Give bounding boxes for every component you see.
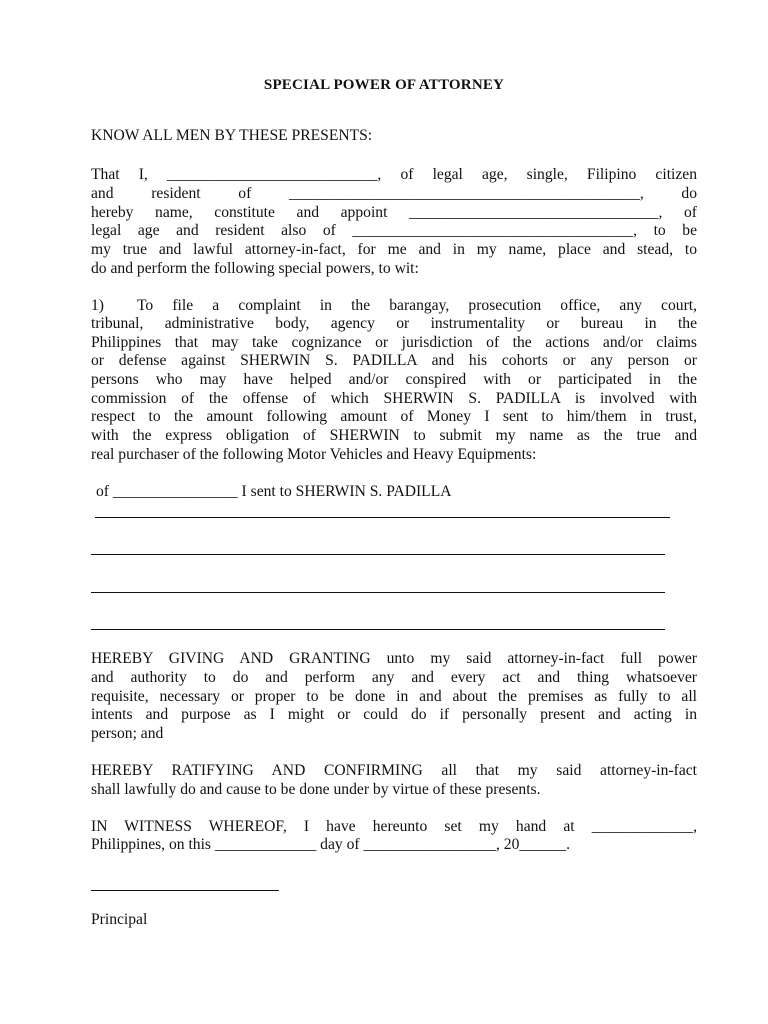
item1-line: real purchaser of the following Motor Vehicles and Heavy Equipments: [91, 446, 537, 463]
item1-line: tribunal, administrative body, agency or instrumentality or bureau in the [91, 315, 697, 332]
item1-first-line [91, 297, 697, 315]
para1-line: my true and lawful attorney-in-fact, for me and in my name, place and stead, to [91, 241, 697, 258]
item1-line: persons who may have helped and/or conspired with or participated in the [91, 371, 697, 388]
item1-line: Philippines that may take cognizance or jurisdiction of the actions and/or claims [91, 334, 697, 351]
giving-line: HEREBY GIVING AND GRANTING unto my said attorney-in-fact full power [91, 650, 697, 667]
document-title: SPECIAL POWER OF ATTORNEY [263, 77, 505, 93]
item1-line: commission of the offense of which SHERWIN S. PADILLA is involved with [91, 390, 697, 407]
giving-line: and authority to do and perform any and every act and thing whatsoever [91, 669, 697, 686]
witness-line: Philippines, on this _____________ day of _________________, 20______. [91, 836, 571, 853]
para1-line: and resident of _____________________________________________, do [91, 185, 697, 202]
giving-line: requisite, necessary or proper to be done in and about the premises as fully to all [91, 688, 697, 705]
amount-line: of ________________ I sent to SHERWIN S. PADILLA [96, 483, 452, 500]
signature-label: Principal [91, 911, 148, 928]
witness-line: IN WITNESS WHEREOF, I have hereunto set my hand at _____________, [91, 818, 697, 835]
ratifying-line: HEREBY RATIFYING AND CONFIRMING all that my said attorney-in-fact [91, 762, 697, 779]
para1-line: hereby name, constitute and appoint ________________________________, of [91, 204, 697, 221]
para1-line: legal age and resident also of ____________________________________, to be [91, 222, 697, 239]
item1-line: respect to the amount following amount of Money I sent to him/them in trust, [91, 408, 697, 425]
para1-line: do and perform the following special powers, to wit: [91, 260, 419, 277]
opening-line: KNOW ALL MEN BY THESE PRESENTS: [91, 127, 373, 144]
giving-line: intents and purpose as I might or could do if personally present and acting in [91, 706, 697, 723]
item1-line: To file a complaint in the barangay, prosecution office, any court, [137, 297, 697, 314]
blank-rule [91, 629, 665, 630]
blank-rule [95, 517, 670, 518]
item1-line: or defense against SHERWIN S. PADILLA and his cohorts or any person or [91, 352, 697, 369]
item1-number: 1) [91, 297, 104, 314]
signature-rule [91, 890, 279, 891]
blank-rule [91, 554, 665, 555]
giving-line: person; and [91, 725, 164, 742]
para1-line: That I, ___________________________, of legal age, single, Filipino citizen [91, 166, 697, 183]
ratifying-line: shall lawfully do and cause to be done under by virtue of these presents. [91, 781, 541, 798]
item1-line: with the express obligation of SHERWIN to submit my name as the true and [91, 427, 697, 444]
blank-rule [91, 592, 665, 593]
